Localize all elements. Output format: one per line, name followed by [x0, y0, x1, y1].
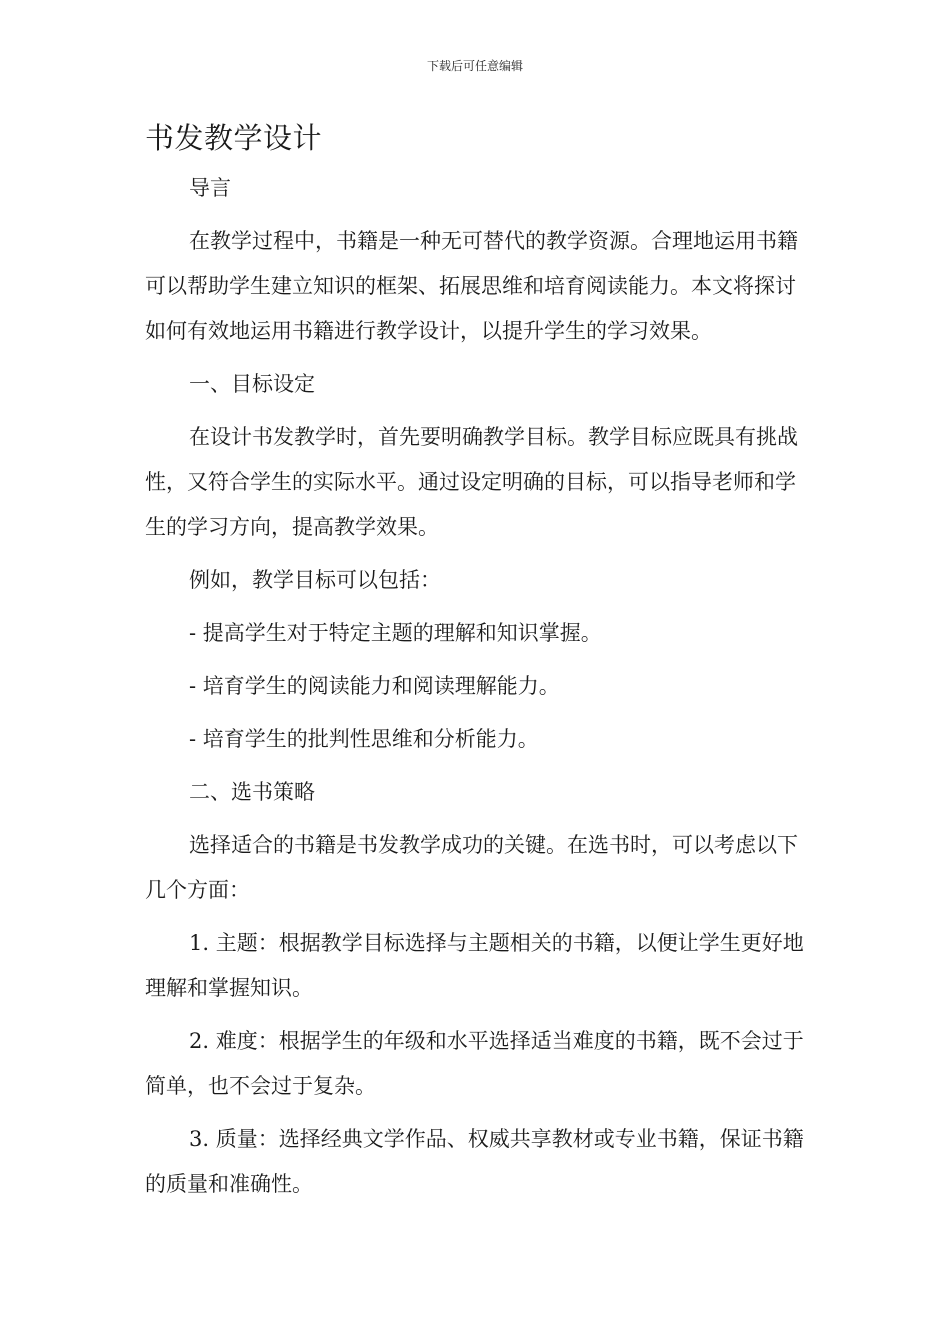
intro-paragraph: 在教学过程中，书籍是一种无可替代的教学资源。合理地运用书籍可以帮助学生建立知识的框架、拓展思维和培育阅读能力。本文将探讨如何有效地运用书籍进行教学设计，以提升学生的学习效果。 [145, 229, 798, 343]
goal-paragraph: 在设计书发教学时，首先要明确教学目标。教学目标应既具有挑战性，又符合学生的实际水平。通过设定明确的目标，可以指导老师和学生的学习方向，提高教学效果。 [145, 425, 798, 539]
select-list-item: 2. 难度：根据学生的年级和水平选择适当难度的书籍，既不会过于简单，也不会过于复杂。 [145, 1029, 804, 1098]
header-note: 下载后可任意编辑 [426, 59, 523, 73]
goal-list-item: - 提高学生对于特定主题的理解和知识掌握。 [189, 621, 602, 645]
intro-heading: 导言 [189, 176, 231, 200]
select-list-item: 1. 主题：根据教学目标选择与主题相关的书籍，以便让学生更好地理解和掌握知识。 [145, 931, 804, 1000]
goal-heading: 一、目标设定 [189, 372, 315, 396]
goal-list-item: - 培育学生的批判性思维和分析能力。 [189, 727, 539, 751]
select-list-item: 3. 质量：选择经典文学作品、权威共享教材或专业书籍，保证书籍的质量和准确性。 [145, 1127, 804, 1196]
select-paragraph: 选择适合的书籍是书发教学成功的关键。在选书时，可以考虑以下几个方面： [145, 833, 798, 902]
goal-example: 例如，教学目标可以包括： [189, 568, 441, 592]
document-body [145, 166, 805, 1207]
document-title: 书发教学设计 [145, 121, 323, 155]
select-heading: 二、选书策略 [189, 780, 315, 804]
goal-list-item: - 培育学生的阅读能力和阅读理解能力。 [189, 674, 560, 698]
